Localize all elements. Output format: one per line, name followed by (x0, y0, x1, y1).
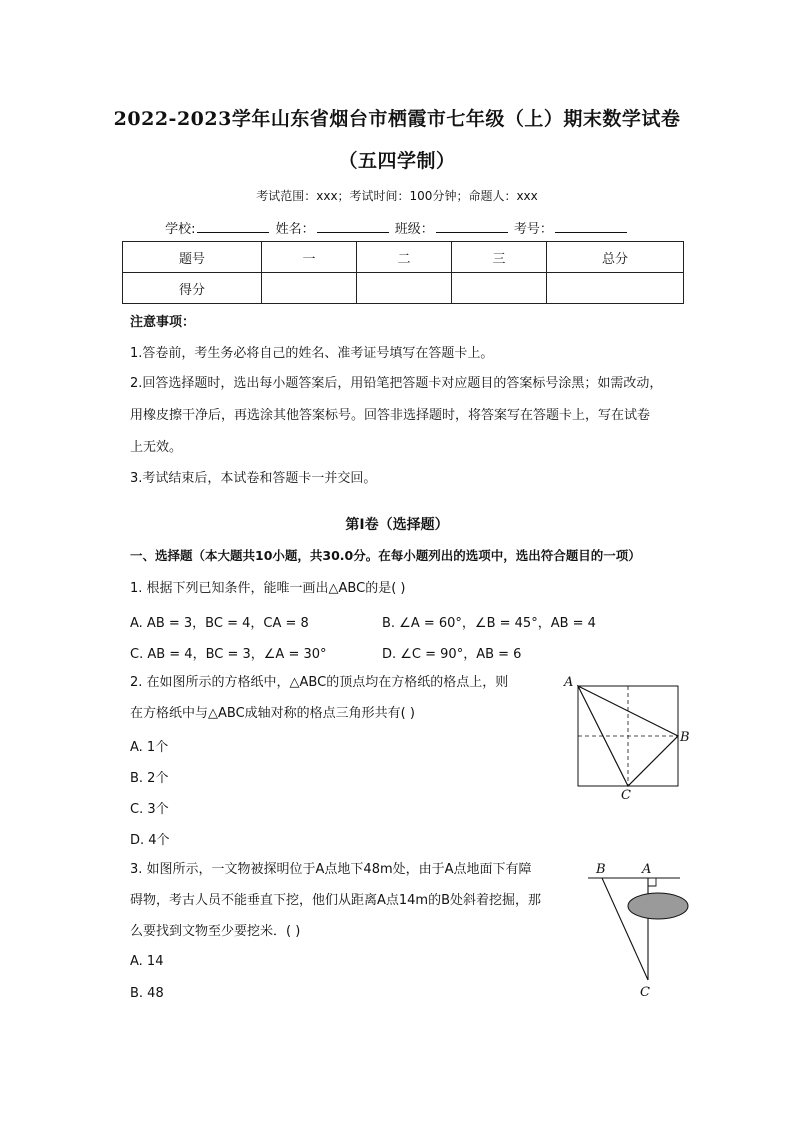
table-cell: 总分 (547, 242, 684, 273)
q3-stem-line-2: 碍物，考古人员不能垂直下挖，他们从距离A点14m的B处斜着挖掘，那 (130, 893, 542, 908)
class-field[interactable] (436, 220, 508, 233)
table-cell[interactable] (547, 273, 684, 304)
number-label: 考号： (513, 222, 553, 237)
q1-option-d[interactable]: D. ∠C = 90°，AB = 6 (382, 647, 522, 662)
score-table (122, 241, 684, 304)
table-cell[interactable] (357, 273, 452, 304)
table-cell: 三 (452, 242, 547, 273)
class-label: 班级： (394, 222, 434, 237)
table-cell[interactable] (452, 273, 547, 304)
obstacle-ellipse (628, 893, 688, 919)
point-label-a: A (642, 862, 652, 877)
q3-option-a[interactable]: A. 14 (130, 954, 164, 969)
vertex-label-b: B (680, 730, 690, 745)
q3-stem-line-3: 么要找到文物至少要挖米．( ) (130, 924, 301, 939)
notice-item-2-line-3: 上无效。 (130, 440, 183, 455)
q2-grid-figure (558, 672, 698, 804)
q2-option-c[interactable]: C. 3个 (130, 802, 169, 817)
q3-option-b[interactable]: B. 48 (130, 986, 164, 1001)
dig-path-bc (602, 878, 648, 980)
q1-option-a[interactable]: A. AB = 3，BC = 4，CA = 8 (130, 616, 309, 631)
exam-info: 考试范围：xxx；考试时间：100分钟；命题人：xxx (256, 189, 538, 203)
notice-item-1: 1.答卷前，考生务必将自己的姓名、准考证号填写在答题卡上。 (130, 346, 494, 361)
table-row (123, 273, 684, 304)
table-cell[interactable] (262, 273, 357, 304)
table-cell: 二 (357, 242, 452, 273)
q2-option-a[interactable]: A. 1个 (130, 740, 169, 755)
table-cell: 得分 (123, 273, 262, 304)
school-label: 学校: (165, 222, 196, 237)
q2-stem-line-1: 2. 在如图所示的方格纸中，△ABC的顶点均在方格纸的格点上，则 (130, 675, 509, 690)
notice-item-3: 3.考试结束后，本试卷和答题卡一并交回。 (130, 471, 377, 486)
table-cell: 题号 (123, 242, 262, 273)
q1-option-c[interactable]: C. AB = 4，BC = 3，∠A = 30° (130, 647, 327, 662)
q2-option-b[interactable]: B. 2个 (130, 771, 169, 786)
vertex-label-a: A (564, 675, 574, 690)
q3-stem-line-1: 3. 如图所示，一文物被探明位于A点地下48m处，由于A点地面下有障 (130, 862, 532, 877)
table-row (123, 242, 684, 273)
page-title: 2022-2023学年山东省烟台市栖霞市七年级（上）期末数学试卷 (113, 108, 681, 130)
table-cell: 一 (262, 242, 357, 273)
q1-option-b[interactable]: B. ∠A = 60°，∠B = 45°，AB = 4 (382, 616, 596, 631)
q1-stem: 1. 根据下列已知条件，能唯一画出△ABC的是( ) (130, 581, 406, 596)
q2-option-d[interactable]: D. 4个 (130, 833, 170, 848)
point-label-b: B (596, 862, 606, 877)
vertex-label-c: C (621, 788, 631, 803)
point-label-c: C (640, 985, 650, 1000)
page-subtitle: （五四学制） (338, 150, 456, 172)
number-field[interactable] (555, 220, 627, 233)
notice-item-2-line-1: 2.回答选择题时，选出每小题答案后，用铅笔把答题卡对应题目的答案标号涂黑；如需改动， (130, 376, 663, 391)
school-field[interactable] (197, 220, 269, 233)
name-label: 姓名： (275, 222, 315, 237)
notice-heading: 注意事项： (130, 315, 196, 330)
q2-stem-line-2: 在方格纸中与△ABC成轴对称的格点三角形共有( ) (130, 706, 415, 721)
student-fields (0, 218, 794, 237)
name-field[interactable] (317, 220, 389, 233)
right-angle-mark (648, 878, 656, 886)
q3-dig-figure (582, 856, 702, 1004)
volume-title: 第I卷（选择题） (345, 517, 449, 533)
notice-item-2-line-2: 用橡皮擦干净后，再选涂其他答案标号。回答非选择题时，将答案写在答题卡上，写在试卷 (130, 408, 651, 423)
part1-heading: 一、选择题（本大题共10小题，共30.0分。在每小题列出的选项中，选出符合题目的一项） (130, 548, 641, 563)
